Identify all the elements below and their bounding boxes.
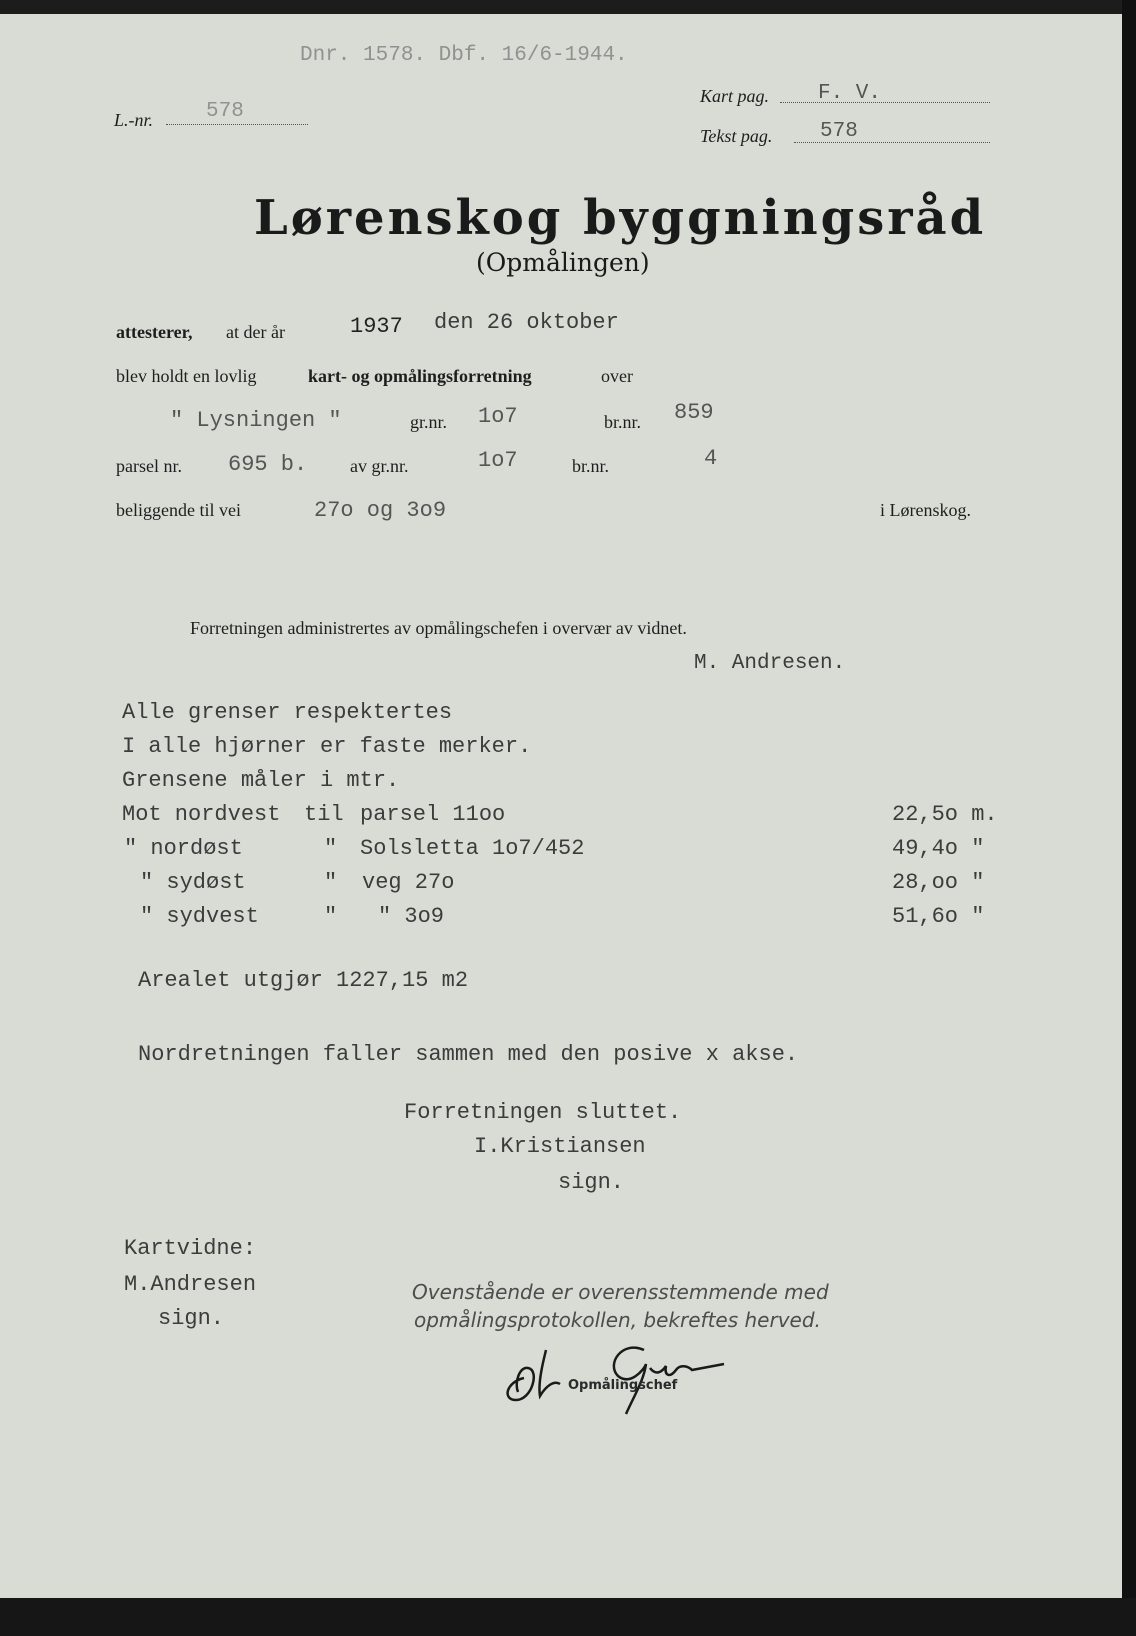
stamp-role: Opmålingschef xyxy=(568,1378,678,1393)
boundary-length: 22,5o m. xyxy=(892,802,998,827)
boundary-direction: Mot nordvest xyxy=(122,802,281,827)
kart-value: F. V. xyxy=(818,82,882,105)
stamp-line-1: Ovenstående er overensstemmende med xyxy=(412,1280,829,1304)
held-text-2: over xyxy=(601,366,633,386)
closing-ended: Forretningen sluttet. xyxy=(404,1100,682,1125)
road-value: 27o og 3o9 xyxy=(314,498,447,523)
av-grnr-value: 1o7 xyxy=(478,448,518,473)
boundary-line-2: I alle hjørner er faste merker. xyxy=(122,734,532,759)
page-subtitle: (Opmålingen) xyxy=(476,248,650,277)
date-value: den 26 oktober xyxy=(434,310,619,335)
boundary-line-1: Alle grenser respektertes xyxy=(122,700,453,725)
boundary-neighbor: veg 27o xyxy=(362,870,455,895)
boundary-prep: " xyxy=(324,836,338,861)
administration-text: Forretningen administrertes av opmålingschefen i overvær av vidnet. xyxy=(190,618,687,638)
scan-border-right xyxy=(1122,0,1136,1636)
boundary-neighbor: " 3o9 xyxy=(378,904,445,929)
witness-sign: sign. xyxy=(158,1306,225,1331)
tekst-value: 578 xyxy=(820,120,858,143)
closing-sign: sign. xyxy=(558,1170,625,1195)
north-text: Nordretningen faller sammen med den posive x akse. xyxy=(138,1042,799,1067)
held-text-bold: kart- og opmålingsforretning xyxy=(308,366,532,386)
grnr-value: 1o7 xyxy=(478,404,518,429)
attest-text: at der år xyxy=(226,322,285,342)
witness-label: Kartvidne: xyxy=(124,1236,257,1261)
page-title: Lørenskog byggningsråd xyxy=(254,190,987,246)
av-brnr-label: br.nr. xyxy=(572,456,610,476)
boundary-direction: " sydøst xyxy=(140,870,246,895)
kart-dotted-line xyxy=(780,102,990,103)
boundary-direction: " nordøst xyxy=(124,836,243,861)
grnr-label: gr.nr. xyxy=(410,412,448,432)
road-label: beliggende til vei xyxy=(116,500,241,520)
parsel-label: parsel nr. xyxy=(116,456,182,476)
brnr-value: 859 xyxy=(674,400,714,425)
boundary-length: 49,4o " xyxy=(892,836,985,861)
boundary-line-3: Grensene måler i mtr. xyxy=(122,768,400,793)
boundary-prep: " xyxy=(324,870,338,895)
brnr-label: br.nr. xyxy=(604,412,642,432)
dnr-line: Dnr. 1578. Dbf. 16/6-1944. xyxy=(300,44,628,67)
lnr-label: L.-nr. xyxy=(114,110,154,130)
boundary-direction: " sydvest xyxy=(140,904,259,929)
boundary-prep: til xyxy=(304,802,344,827)
year-value: 1937 xyxy=(350,314,403,339)
handwritten-signature xyxy=(494,1330,754,1420)
area-text: Arealet utgjør 1227,15 m2 xyxy=(138,968,469,993)
closing-name: I.Kristiansen xyxy=(474,1134,646,1159)
lnr-dotted-line xyxy=(166,124,308,125)
witness-name: M.Andresen xyxy=(124,1272,257,1297)
boundary-neighbor: Solsletta 1o7/452 xyxy=(360,836,585,861)
boundary-length: 51,6o " xyxy=(892,904,985,929)
administration-witness: M. Andresen. xyxy=(694,652,846,675)
lnr-value: 578 xyxy=(206,100,244,123)
property-name: " Lysningen " xyxy=(170,408,342,433)
boundary-length: 28,oo " xyxy=(892,870,985,895)
location-text: i Lørenskog. xyxy=(880,500,971,520)
scan-border-top xyxy=(0,0,1136,14)
boundary-neighbor: parsel 11oo xyxy=(360,802,506,827)
parsel-value: 695 b. xyxy=(228,452,308,477)
stamp-line-2: opmålingsprotokollen, bekreftes herved. xyxy=(414,1308,821,1332)
held-text-1: blev holdt en lovlig xyxy=(116,366,257,386)
kart-label: Kart pag. xyxy=(700,86,770,106)
av-brnr-value: 4 xyxy=(704,446,718,471)
av-grnr-label: av gr.nr. xyxy=(350,456,409,476)
scan-border-bottom xyxy=(0,1598,1136,1636)
boundary-prep: " xyxy=(324,904,338,929)
attest-label: attesterer, xyxy=(116,322,193,342)
tekst-label: Tekst pag. xyxy=(700,126,773,146)
